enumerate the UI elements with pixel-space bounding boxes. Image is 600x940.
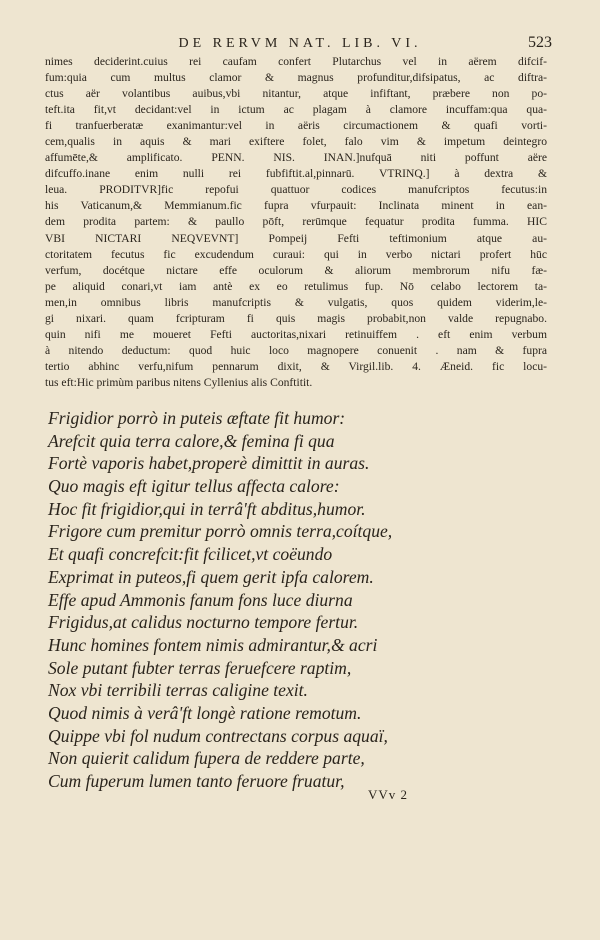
verse-line: Frigore cum premitur porrò omnis terra,coítque, [48, 521, 393, 542]
commentary-line: difcuffo.inane enim nulli rei fubfiftit.al,pinnarū. VTRINQ.] à dextra & [45, 167, 547, 181]
verse-line: Hoc fit frigidior,qui in terrâ'ft abditus,humor. [48, 498, 366, 519]
verse-line: Quod nimis à verâ'ft longè ratione remotum. [48, 702, 362, 723]
verse-line: Sole putant fubter terras feruefcere raptim, [48, 657, 352, 678]
verse-line: Frigidus,at calidus nocturno tempore fertur. [48, 612, 359, 633]
commentary-block [45, 54, 547, 391]
commentary-line: affumēte,& amplificato. PENN. NIS. INAN.]nufquā niti poffunt aëre [45, 151, 547, 165]
verse-line: Frigidior porrò in puteis æftate fit humor: [48, 408, 346, 428]
commentary-line: ctoritatem fecutus fic excudendum curaui: qui in verbo nictari profert hūc [45, 247, 547, 261]
verse-line: Cum fuperum lumen tanto feruore fruatur, [48, 771, 345, 791]
running-head: DE RERVM NAT. LIB. VI. [178, 36, 422, 51]
commentary-line: gi nixari. quam fcripturam fi quis magis probabit,non valde repugnabo. [45, 311, 547, 325]
commentary-line: pe aliquid conari,vt iam antè ex eo retulimus fup. Nō celabo lectorem ta- [45, 279, 547, 293]
verse-line: Quo magis eft igitur tellus affecta calore: [48, 476, 340, 497]
signature-mark: VVv 2 [368, 787, 409, 802]
commentary-line: dem prodita partem: & paullo pōft, rerūmque fequatur prodita fumma. HIC [45, 215, 547, 229]
commentary-line: à nitendo deductum: quod huic loco magnopere conuenit . nam & fupra [45, 343, 547, 357]
verse-line: Effe apud Ammonis fanum fons luce diurna [48, 589, 353, 610]
commentary-line: verfum, docétque nictare effe oculorum & aliorum membrorum nifu fæ- [45, 263, 547, 277]
verse-line: Nox vbi terribili terras caligine texit. [48, 680, 308, 701]
commentary-line: cem,qualis in aquis & mari exiftere folet, falo vim & impetum deintegro [45, 135, 547, 149]
verse-line: Fortè vaporis habet,properè dimittit in auras. [48, 453, 370, 474]
commentary-line: tus eft:Hic primùm paribus nitens Cyllenius alis Conftitit. [45, 375, 313, 389]
verse-line: Exprimat in puteos,fi quem gerit ipfa calorem. [48, 566, 374, 587]
page-number: 523 [528, 34, 552, 51]
commentary-line: tertio abhinc verfu,nifum pennarum dixit, & Virgil.lib. 4. Æneid. fic locu- [45, 359, 547, 373]
commentary-line: fum:quia cum multus clamor & magnus profunditur,difsipatus, ac diftra- [45, 71, 547, 85]
verse-line: Quippe vbi fol nudum contrectans corpus aquaï, [48, 725, 388, 746]
verse-line: Arefcit quia terra calore,& femina fi qua [48, 430, 335, 451]
verse-line: Non quierit calidum fupera de reddere parte, [48, 748, 365, 769]
commentary-line: leua. PRODITVR]fic repofui quattuor codices manufcriptos fecutus:in [45, 183, 547, 197]
commentary-line: his Vaticanum,& Memmianum.fic fupra vfurpauit: Inclinata minent in ean- [45, 199, 547, 213]
commentary-line: VBI NICTARI NEQVEVNT] Pompeij Fefti teftimonium atque au- [45, 231, 547, 245]
verse-block [48, 407, 488, 793]
commentary-line: ctus aër volantibus auibus,vbi nitantur, atque infiftant, præbere non po- [45, 87, 547, 101]
commentary-line: quin nifi me moueret Fefti auctoritas,nixari retinuiffem . eft enim verbum [45, 327, 547, 341]
commentary-line: men,in omnibus libris manufcriptis & vulgatis, quos quidem viderim,le- [45, 295, 547, 309]
verse-line: Hunc homines fontem nimis admirantur,& acri [48, 634, 378, 655]
verse-line: Et quafi concrefcit:fit fcilicet,vt coëundo [48, 544, 333, 565]
commentary-line: teft.ita fit,vt decidant:vel in ictum ac plagam à clamore incuffam:qua qua- [45, 103, 547, 117]
commentary-line: fi tranfuerberatæ exanimantur:vel in aëris circumactionem & quafi vorti- [45, 119, 547, 133]
commentary-line: nimes deciderint.cuius rei caufam confert Plutarchus vel in aërem difcif- [45, 55, 547, 68]
